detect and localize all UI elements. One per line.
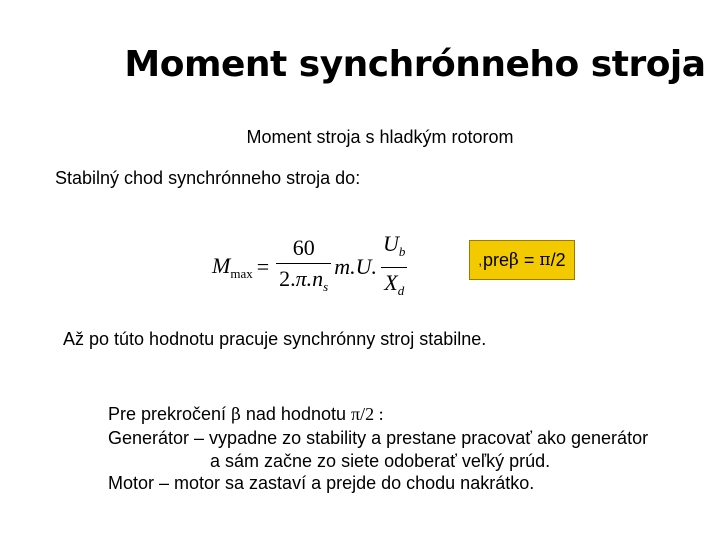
- formula-fraction-ub-xd: $\frac{U_b}{X_d}$: [380, 231, 408, 304]
- formula-lhs: $M_{max}$: [212, 252, 253, 281]
- generator-line: Generátor – vypadne zo stability a prestane pracovať ako generátor: [108, 428, 649, 448]
- slide-title: Moment synchrónneho stroja: [124, 44, 706, 85]
- condition-box: , pre β = π /2: [469, 240, 575, 280]
- slide-subtitle: Moment stroja s hladkým rotorom: [246, 127, 514, 147]
- beta-symbol: β: [509, 250, 519, 270]
- motor-line: Motor – motor sa zastaví a prejde do chodu nakrátko.: [108, 473, 535, 493]
- formula-fraction-60: $\frac{60}{2.\pi.n_s}$: [276, 235, 331, 300]
- stable-operation-text: Stabilný chod synchrónneho stroja do:: [55, 168, 361, 188]
- exceed-line-1: Pre prekročení β nad hodnotu π/2 :: [108, 404, 384, 425]
- formula-equals: =: [256, 254, 270, 279]
- pi-symbol: π: [539, 250, 551, 270]
- generator-continuation-line: a sám začne zo siete odoberať veľký prúd.: [210, 451, 551, 471]
- max-torque-formula: [212, 232, 411, 302]
- stable-until-text: Až po túto hodnotu pracuje synchrónny stroj stabilne.: [63, 329, 487, 349]
- formula-middle: m.U.: [334, 254, 378, 279]
